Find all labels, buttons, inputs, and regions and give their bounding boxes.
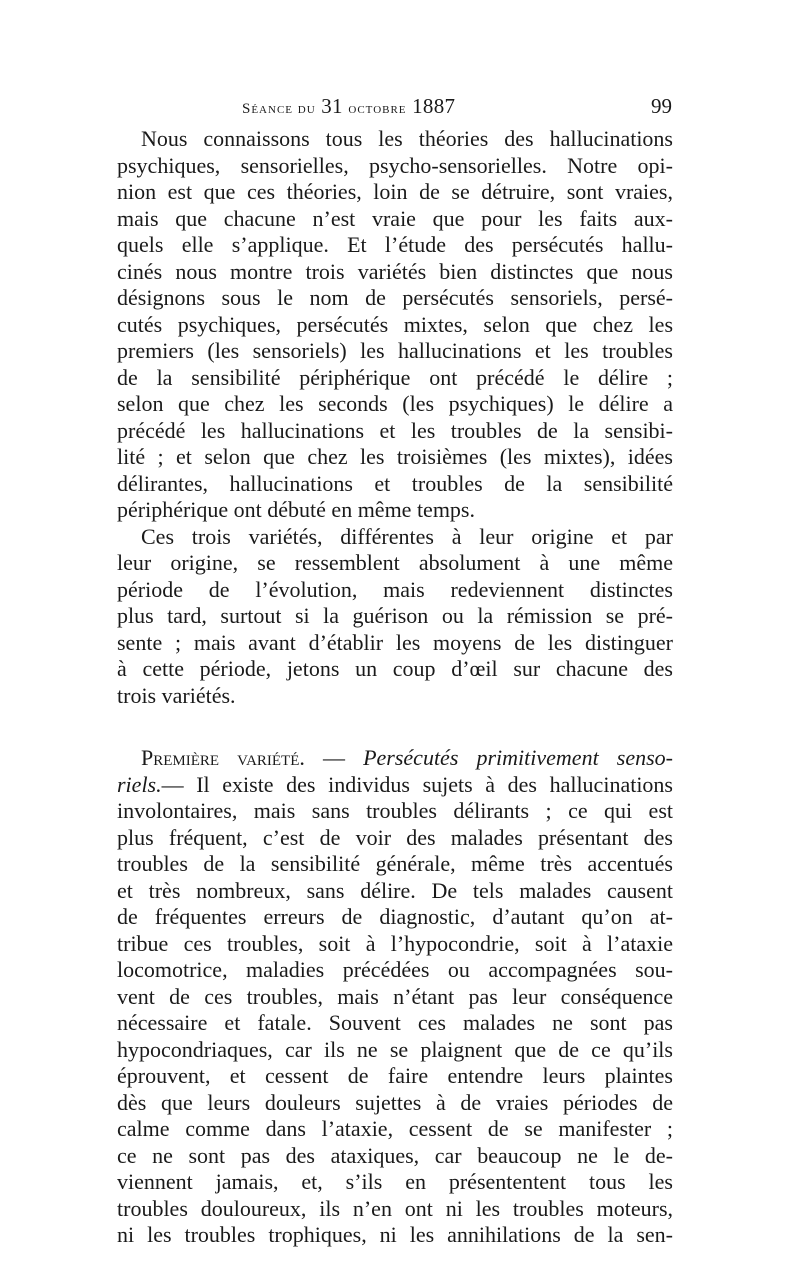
text-line: Nous connaissons tous les théories des hallucinations — [141, 126, 673, 151]
running-title — [242, 94, 455, 119]
text-line: psychiques, sensorielles, psycho-sensorielles. Notre opi- — [117, 152, 673, 178]
section-heading-title-end: riels. — [117, 771, 162, 797]
section-heading-line — [117, 745, 673, 772]
text-line: vent de ces troubles, mais n’étant pas leur conséquence — [117, 983, 673, 1009]
running-title-date: 31 — [321, 94, 343, 118]
section-heading-dash: — — [304, 745, 364, 770]
text-line: — Il existe des individus sujets à des hallucinations — [161, 771, 673, 797]
text-line: viennent jamais, et, s’ils en présententent tous les — [117, 1169, 673, 1194]
text-line: ce ne sont pas des ataxiques, car beaucoup ne le de- — [117, 1142, 673, 1168]
section-gap — [117, 709, 673, 745]
running-head — [112, 94, 672, 120]
paragraph-1 — [117, 126, 673, 524]
body-text — [117, 126, 673, 1249]
text-line: nécessaire et fatale. Souvent ces malades ne sont pas — [117, 1010, 673, 1035]
text-line: cutés psychiques, persécutés mixtes, selon que chez les — [117, 311, 673, 337]
text-line: selon que chez les seconds (les psychiques) le délire a — [117, 391, 673, 416]
text-line: dès que leurs douleurs sujettes à de vraies périodes de — [117, 1089, 673, 1115]
section-heading: Première variété. — [141, 745, 305, 770]
section-heading-line-2 — [117, 772, 673, 799]
text-line: délirantes, hallucinations et troubles de la sensibilité — [117, 470, 673, 496]
text-line: précédé les hallucinations et les troubles de la sensibi- — [117, 417, 673, 443]
page-number: 99 — [651, 94, 672, 118]
text-line: cinés nous montre trois variétés bien distinctes que nous — [117, 258, 673, 284]
text-line: périphérique ont débuté en même temps. — [117, 497, 475, 522]
text-line: calme comme dans l’ataxie, cessent de se manifester ; — [117, 1116, 673, 1141]
text-line: à cette période, jetons un coup d’œil sur chacune des — [117, 656, 673, 681]
text-line: période de l’évolution, mais redeviennent distinctes — [117, 576, 673, 602]
text-line: trois variétés. — [117, 682, 236, 708]
text-line: lité ; et selon que chez les troisièmes (les mixtes), idées — [117, 444, 673, 469]
section-heading-title: Persécutés primitivement senso- — [363, 745, 673, 770]
text-line: locomotrice, maladies précédées ou accompagnées sou- — [117, 957, 673, 982]
text-line: et très nombreux, sans délire. De tels malades causent — [117, 877, 673, 903]
text-line: troubles douloureux, ils n’en ont ni les troubles moteurs, — [117, 1195, 673, 1221]
text-line: quels elle s’applique. Et l’étude des persécutés hallu- — [117, 232, 673, 257]
text-line: hypocondriaques, car ils ne se plaignent que de ce qu’ils — [117, 1036, 673, 1062]
text-line: premiers (les sensoriels) les hallucinations et les troubles — [117, 338, 673, 363]
running-title-month: octobre — [348, 101, 407, 117]
text-line: éprouvent, et cessent de faire entendre leurs plaintes — [117, 1063, 673, 1088]
text-line: désignons sous le nom de persécutés sensoriels, persé- — [117, 285, 673, 310]
text-line: leur origine, se ressemblent absolument à une même — [117, 550, 673, 575]
text-line: de la sensibilité périphérique ont précédé le délire ; — [117, 364, 673, 390]
text-line: plus tard, surtout si la guérison ou la rémission se pré- — [117, 603, 673, 628]
text-line: nion est que ces théories, loin de se détruire, sont vraies, — [117, 179, 673, 204]
text-line: de fréquentes erreurs de diagnostic, d’autant qu’on at- — [117, 904, 673, 929]
running-title-prefix: Séance du — [242, 101, 316, 117]
paragraph-2 — [117, 524, 673, 710]
text-line: troubles de la sensibilité générale, même très accentués — [117, 851, 673, 876]
running-title-year: 1887 — [412, 94, 456, 118]
paragraph-3 — [117, 745, 673, 1249]
text-line: sente ; mais avant d’établir les moyens de les distinguer — [117, 629, 673, 655]
text-line: mais que chacune n’est vraie que pour les faits aux- — [117, 205, 673, 231]
text-line: involontaires, mais sans troubles délirants ; ce qui est — [117, 798, 673, 823]
text-line: Ces trois variétés, différentes à leur origine et par — [141, 523, 673, 549]
text-line: ni les troubles trophiques, ni les annihilations de la sen- — [117, 1222, 673, 1247]
text-line: tribue ces troubles, soit à l’hypocondrie, soit à l’ataxie — [117, 930, 673, 956]
text-line: plus fréquent, c’est de voir des malades présentant des — [117, 824, 673, 850]
